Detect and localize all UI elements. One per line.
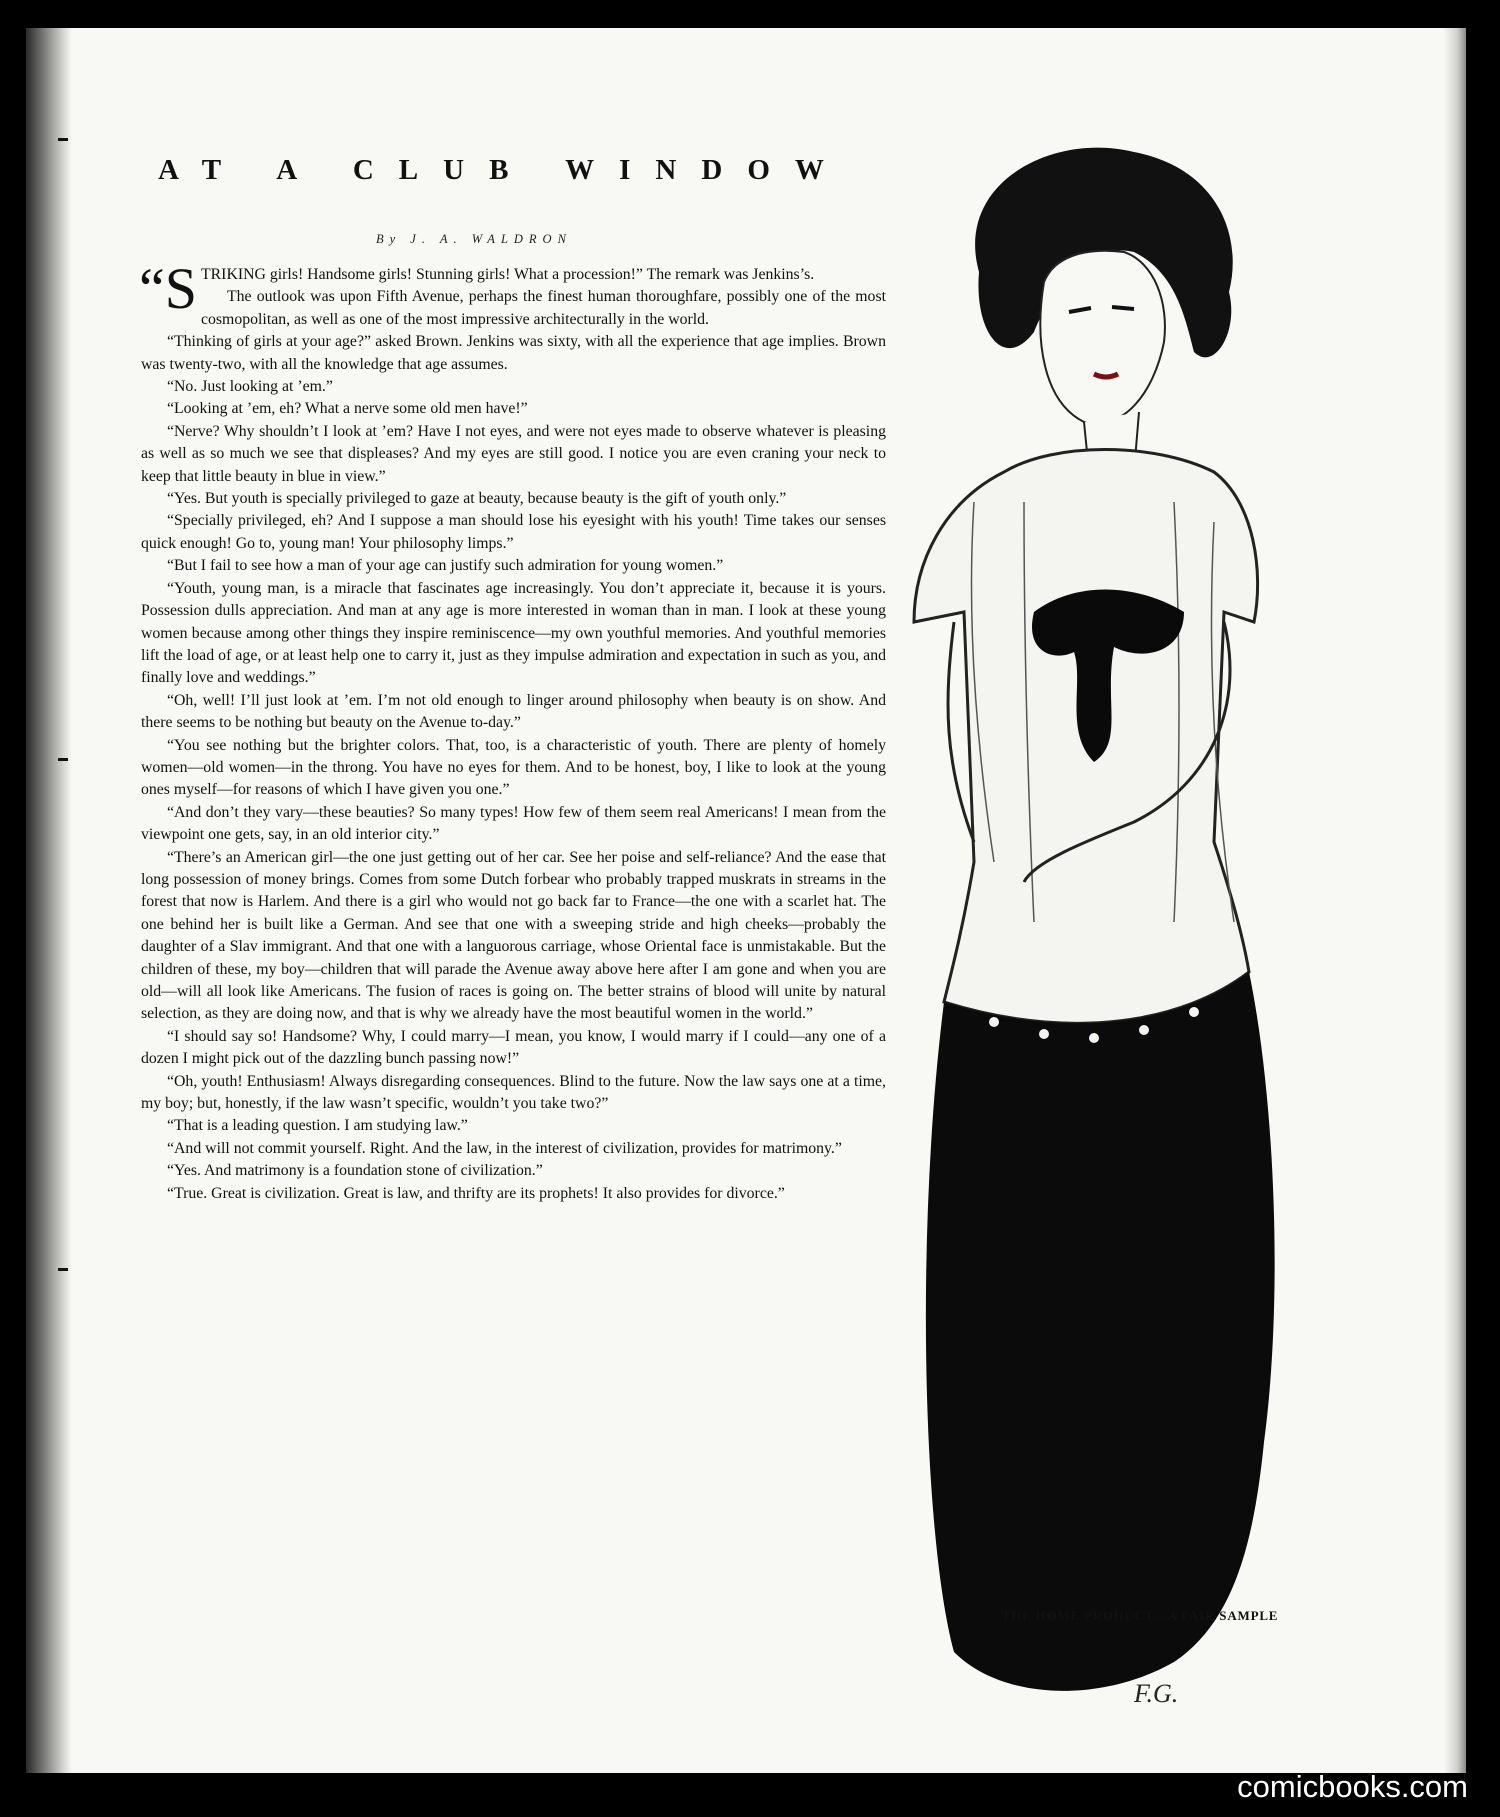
article-paragraph: “Nerve? Why shouldn’t I look at ’em? Have I not eyes, and were not eyes made to observe whatever is pleasing as well as so much we see that displeases? And my eyes are still good. I notice you are even craning your neck to keep that little beauty in blue in view.” (141, 422, 886, 485)
article-paragraph: “But I fail to see how a man of your age can justify such admiration for young women.” (167, 557, 724, 575)
article-paragraph: “Yes. And matrimony is a foundation stone of civilization.” (167, 1162, 543, 1180)
site-watermark: comicbooks.com (1237, 1769, 1468, 1804)
artist-signature: F.G. (1134, 1679, 1179, 1708)
article-paragraph: “That is a leading question. I am studying law.” (167, 1117, 468, 1135)
page-gutter (26, 28, 72, 1773)
article-paragraph: “I should say so! Handsome? Why, I could marry—I mean, you know, I would marry if I could—any one of a dozen I might pick out of the dazzling bunch passing now!” (141, 1027, 886, 1068)
illustration-caption: THE HOME PRODUCT—A FAIR SAMPLE (1001, 1608, 1279, 1623)
article-paragraph: “And will not commit yourself. Right. And the law, in the interest of civilization, provides for matrimony.” (167, 1139, 842, 1157)
article-body (139, 256, 886, 1205)
article-paragraph: “Oh, youth! Enthusiasm! Always disregarding consequences. Blind to the future. Now the law says one at a time, my boy; but, honestly, if the law wasn’t specific, wouldn’t you take two?” (141, 1072, 886, 1113)
article-paragraph: “Youth, young man, is a miracle that fascinates age increasingly. You don’t appreciate it, because it is yours. Possession dulls appreciation. And man at any age is more interested in woman than in man. I look at these young women because among other things they inspire reminiscence—my own youthful memories. And youthful memories lift the load of age, or at least help one to carry it, just as they impulse admiration and expectation in such as you, and finally love and weddings.” (141, 579, 886, 687)
article-paragraph: “Yes. But youth is specially privileged to gaze at beauty, because beauty is the gift of youth only.” (167, 490, 787, 508)
binding-mark (58, 758, 68, 761)
article-paragraph: “True. Great is civilization. Great is law, and thrifty are its prophets! It also provides for divorce.” (167, 1184, 785, 1202)
article-paragraph: “And don’t they vary—these beauties? So many types! How few of them seem real Americans! I mean from the viewpoint one gets, say, in an old interior city.” (141, 803, 886, 844)
article-byline: By J. A. WALDRON (376, 232, 572, 246)
article-paragraph: “Looking at ’em, eh? What a nerve some old men have!” (167, 400, 528, 418)
article-paragraph: “Thinking of girls at your age?” asked Brown. Jenkins was sixty, with all the experience that age implies. Brown was twenty-two, with all the knowledge that age assumes. (141, 333, 886, 373)
magazine-page (26, 28, 1466, 1773)
drop-cap: “S (139, 256, 197, 321)
article-paragraph: “Specially privileged, eh? And I suppose a man should lose his eyesight with his youth! Time takes our senses quick enough! Go to, young man! Your philosophy limps.” (141, 512, 886, 552)
article-paragraph: “You see nothing but the brighter colors. That, too, is a characteristic of youth. There are plenty of homely women—old women—in the throng. You have no eyes for them. And to be honest, boy, I like to look at the young ones myself—for reasons of which I have given you one.” (141, 736, 886, 799)
article-paragraph: “Oh, well! I’ll just look at ’em. I’m not old enough to linger around philosophy when beauty is on show. And there seems to be nothing but beauty on the Avenue to-day.” (141, 691, 886, 732)
page-edge (1444, 28, 1466, 1773)
article-paragraph: The outlook was upon Fifth Avenue, perhaps the finest human thoroughfare, possibly one of the most cosmopolitan, as well as one of the most impressive architecturally in the world. (201, 288, 886, 328)
article-paragraph: “No. Just looking at ’em.” (167, 378, 333, 396)
skirt-shape (926, 972, 1275, 1691)
face-shape (1040, 251, 1165, 424)
binding-mark (58, 138, 68, 141)
woman-illustration (884, 142, 1369, 1773)
article-paragraph: “There’s an American girl—the one just getting out of her car. See her poise and self-reliance? And the ease that long possession of money brings. Comes from some Dutch forbear who probably trapped muskrats in streams in the forest that now is Harlem. And there is a girl who would not go back far to France—the one with a scarlet hat. The one behind her is built like a German. And see that one with a sweeping stride and high cheeks—probably the daughter of a Slav immigrant. And that one with a languorous carriage, whose Oriental face is unmistakable. But the children of these, my boy—children that will parade the Avenue away above here after I am gone and when you are old—will all look like Americans. The fusion of races is going on. The better strains of blood will unite by natural selection, as they are doing now, and that is why we already have the most beautiful women in the world.” (141, 848, 886, 1023)
paragraph-text: TRIKING girls! Handsome girls! Stunning girls! What a procession!” The remark was Jenkins’s. (201, 266, 815, 283)
article-title: AT A CLUB WINDOW (158, 154, 849, 186)
binding-mark (58, 1268, 68, 1271)
